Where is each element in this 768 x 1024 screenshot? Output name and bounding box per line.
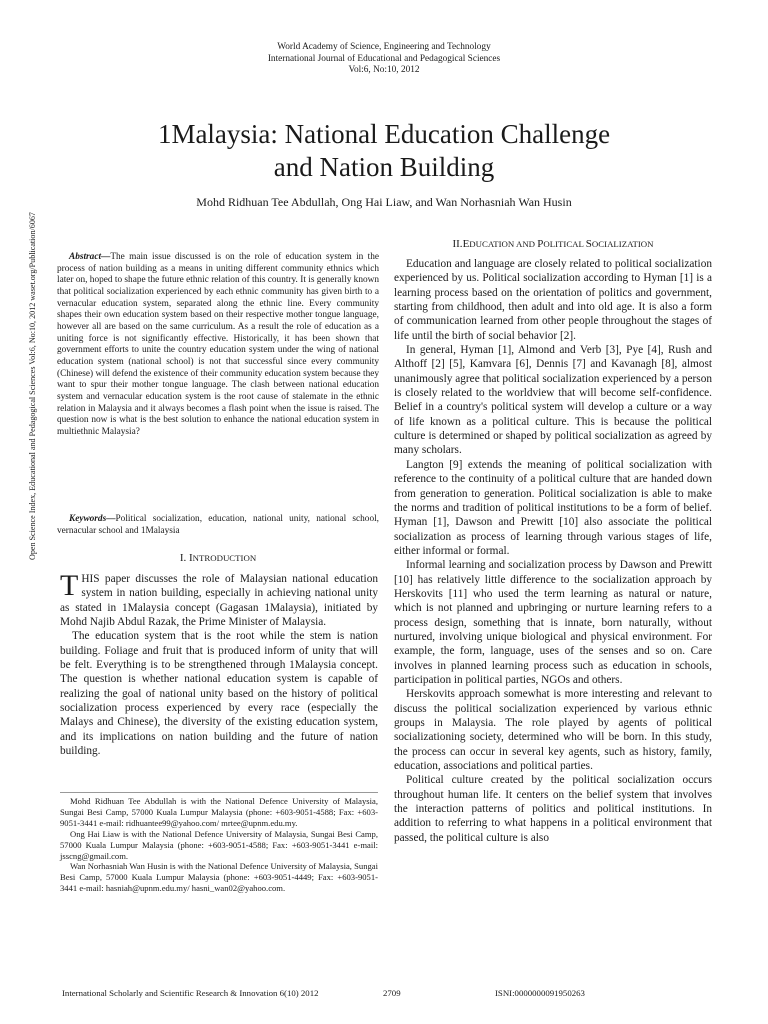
- right-column-body: [394, 257, 712, 845]
- keywords-text: Political socialization, education, national unity, national school, vernacular school and 1Malaysia: [57, 514, 379, 536]
- right-paragraph-5: Herskovits approach somewhat is more interesting and relevant to discuss the political socialization experienced by various ethnic groups in Malaysia. The role played by agents of political socializationing society, determined who will be born. In this study, the process can occur in several key agents, such as history, family, education, associations and political parties.: [394, 688, 712, 773]
- header-line-2: International Journal of Educational and Pedagogical Sciences: [267, 53, 501, 64]
- introduction-body: [60, 569, 378, 758]
- title-line-2: and Nation Building: [273, 152, 495, 182]
- keywords: [57, 514, 379, 537]
- keywords-label: Keywords: [69, 514, 107, 524]
- section-heading-education-political-socialization: [394, 238, 712, 250]
- right-paragraph-2: In general, Hyman [1], Almond and Verb [3], Pye [4], Rush and Althoff [2] [5], Kamvara [6], Dennis [7] and Kavanagh [8], almost unanimously agree that political socialization experienced by a person is closely related to the worldview that will become self-confidence. Belief in a country's political system will develop a culture or a way of life known as a political culture. This is because the political culture is determined or shaped by political socialization as agreed by many scholars.: [394, 344, 712, 457]
- intro-paragraph-1: HIS paper discusses the role of Malaysian national education system in nation building, especially in achieving national unity as stated in 1Malaysia concept (Gagasan 1Malaysia), initiated by Mohd Najib Abdul Razak, the Prime Minister of Malaysia.: [60, 573, 378, 629]
- section2-letter-3: S: [585, 238, 592, 250]
- right-paragraph-4: Informal learning and socialization process by Dawson and Prewitt [10] has relatively little difference to the socialization approach by Herskovits [11] who used the term learning as natural or nature, which is not planned and upbringing or nurture learning refers to a process design, something that is innate, born naturally, without nurtured, involving unique biological and physical environment. For example, the form, language, uses of the senses and so on. Care involves in planned learning process such as education in schools, participation in political parties, NGOs and others.: [394, 559, 712, 686]
- abstract-label: Abstract: [69, 252, 102, 262]
- section2-word-2: OLITICAL: [543, 239, 586, 249]
- paper-title: [0, 118, 768, 184]
- right-paragraph-3: Langton [9] extends the meaning of political socialization with reference to the continuity of a political culture that are handed down from generation to generation. Political socialization is able to make the norms and tradition of political institutions to be a form of belief. Hyman [1], Dawson and Prewitt [10] also associate the political socialization as process of learning through various stages of life, either informal or formal.: [394, 458, 712, 557]
- intro-paragraph-2: The education system that is the root while the stem is nation building. Foliage and fruit that is produced inform of unity that will be felt. Everything is to be strengthened through 1Malaysia concept. The question is whether national education system is capable of realizing the goal of national unity based on the history of political socialization process experienced by every race (especially the Malays and Chinese), the diversity of the existing education system, and its implications on nation building and the future of nation building.: [60, 630, 378, 758]
- title-line-1: 1Malaysia: National Education Challenge: [157, 119, 611, 149]
- section-heading-introduction: [57, 552, 379, 564]
- section1-rest: NTRODUCTION: [192, 553, 257, 563]
- footnote-3: Wan Norhasniah Wan Husin is with the National Defence University of Malaysia, Sungai Besi Camp, 57000 Kuala Lumpur Malaysia (phone: +603-9051-4449; Fax: +603-9051-3441 e-mail: hasniah@upnm.edu.my/ hasni_wan02@yahoo.com.: [60, 861, 378, 894]
- right-paragraph-1: Education and language are closely related to political socialization experienced by us. Political socialization according to Hyman [1] is a learning process based on the orientation of politics and government, starting from childhood, then adult and into old age. It is also a form of communication learned from other people throughout the stages of life until the birth of social behavior [2].: [394, 258, 712, 342]
- abstract-text: The main issue discussed is on the role of education system in the process of nation building as a means in uniting different community ethnics which later on, hoped to shape the future ethnic relation of this country. It is generally known that political socialization experienced by each ethnic community has given birth to a vernacular education system, separated along the ethnic line. Every community shapes their own education system based on their respective mother tongue language, however all are based on the same curriculum. As a result the role of education as a uniting force is not significantly effective. Historically, it has been shown that government efforts to unite the country education system under the wing of national education system (national school) is not that successful since every community (Chinese) will defend the existence of their community education system because they want to spur their mother tongue language. The clash between national education system and vernacular education system is the root cause of stalemate in the ethnic relation in Malaysia and it always becomes a flash point when the issue is raised. The question now is what is the best solution to enhance the national education system in multiethnic Malaysia?: [57, 252, 379, 437]
- footer-journal: International Scholarly and Scientific Research & Innovation 6(10) 2012: [62, 988, 319, 998]
- section1-initial: I: [188, 552, 193, 564]
- header-line-3: Vol:6, No:10, 2012: [348, 65, 420, 75]
- section2-word-1: DUCATION AND: [469, 239, 538, 249]
- footer-isni: ISNI:0000000091950263: [495, 988, 585, 998]
- section2-number: II.: [452, 238, 463, 250]
- footer-page-number: 2709: [383, 988, 401, 998]
- author-footnotes: [60, 796, 378, 894]
- section2-letter-1: E: [462, 238, 470, 250]
- abstract-dash: —: [101, 252, 111, 262]
- open-science-index-sidebar: Open Science Index, Educational and Pedagogical Sciences Vol:6, No:10, 2012 waset.org/Publication/6067: [28, 212, 37, 560]
- section2-letter-2: P: [537, 238, 544, 250]
- abstract: [57, 252, 379, 439]
- author-list: Mohd Ridhuan Tee Abdullah, Ong Hai Liaw, and Wan Norhasniah Wan Husin: [196, 195, 572, 209]
- right-paragraph-6: Political culture created by the political socialization occurs throughout human life. It centers on the belief system that involves the interaction patterns of politics and political institutions. In addition to referring to what happens in a political environment that passed, the political culture is also: [394, 774, 712, 844]
- section1-number: I.: [179, 552, 189, 564]
- header-line-1: World Academy of Science, Engineering and Technology: [277, 42, 491, 52]
- journal-header: [0, 42, 768, 77]
- footnote-1: Mohd Ridhuan Tee Abdullah is with the National Defence University of Malaysia, Sungai Besi Camp, 57000 Kuala Lumpur Malaysia (phone: +603-9051-4588; Fax: +603-9051-3441 e-mail: ridhuantee99@yahoo.com/ mrtee@upnm.edu.my.: [60, 796, 378, 828]
- footnote-2: Ong Hai Liaw is with the National Defence University of Malaysia, Sungai Besi Camp, 57000 Kuala Lumpur Malaysia (phone: +603-9051-4588; Fax: +603-9051-3441 e-mail: jsscng@gmail.com.: [60, 828, 378, 861]
- keywords-dash: —: [106, 514, 116, 524]
- section2-word-3: OCIALIZATION: [591, 239, 654, 249]
- drop-cap: T: [60, 569, 79, 602]
- footnote-rule: [60, 792, 378, 793]
